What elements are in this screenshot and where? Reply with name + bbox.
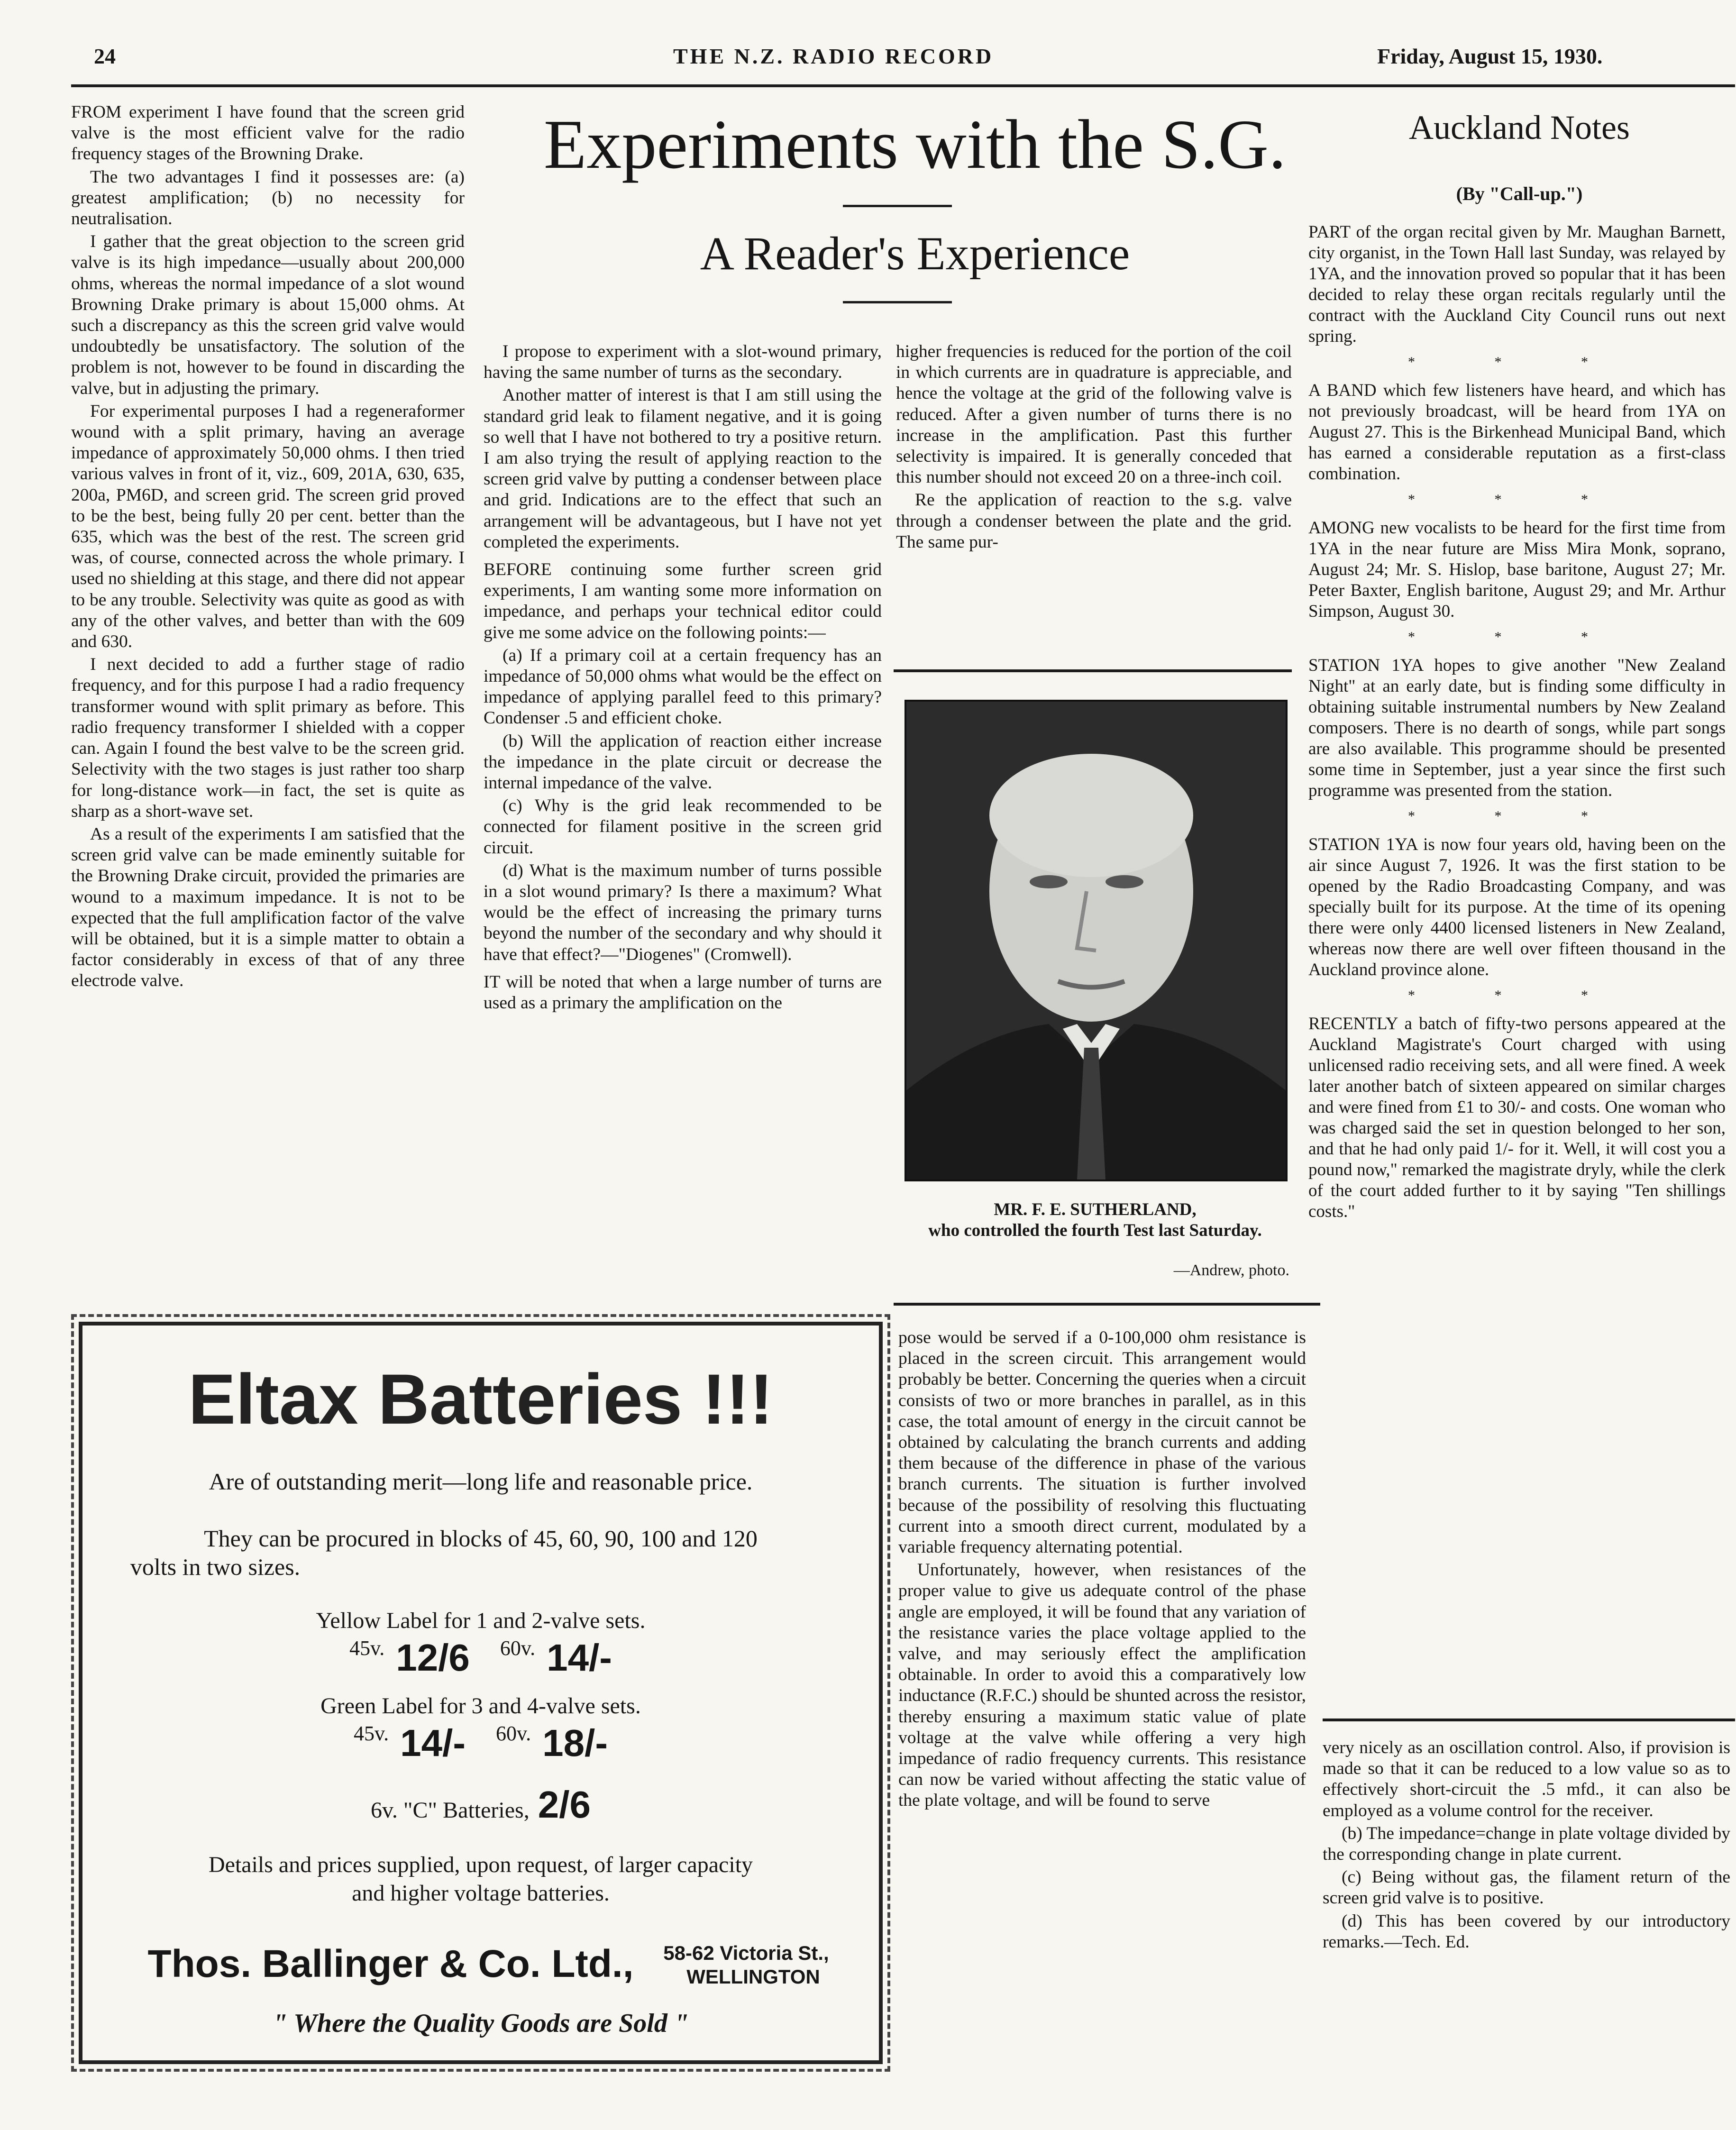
note-para: A BAND which few listeners have heard, and which has not previously broadcast, will be heard from 1YA on August 27. This is the Birkenhead Municipal Band, which has earned a considerable reputation as a first-class combination. [1308,381,1726,484]
article-col-3-bottom [898,1327,1306,1813]
article-para: (c) Why is the grid leak recommended to be connected for filament positive in the screen grid circuit. [484,796,882,858]
article-para: (b) The impedance=change in plate voltage divided by the corresponding change in plate current. [1323,1823,1730,1865]
article-para: (a) If a primary coil at a certain frequency has an impedance of 50,000 ohms what would be the effect on impedance of applying parallel feed to this primary? Condenser .5 and efficient choke. [484,645,882,728]
ad-y45-volt: 45v. [349,1636,385,1660]
ad-c-batteries [82,1783,879,1827]
issue-date: Friday, August 15, 1930. [1377,44,1603,68]
ad-line-merit: Are of outstanding merit—long life and reasonable price. [209,1468,753,1495]
article-para: Re the application of reaction to the s.g. valve through a condenser between the plate and the grid. The same pur- [896,490,1292,552]
ad-address-1: 58-62 Victoria St., [663,1942,829,1964]
article-para: (d) What is the maximum number of turns possible in a slot wound primary? Is there a maximum? What would be the effect of increasing the primary turns beyond the number of the secondary and why should it have that effect?—"Diogenes" (Cromwell). [484,860,882,964]
ad-y45-price: 12/6 [396,1636,470,1679]
note-para: PART of the organ recital given by Mr. Maughan Barnett, city organist, in the Town Hall last Sunday, was relayed by 1YA, and the innovation proved so popular that it has been decided to relay these organ recitals regularly until the contract with the Auckland City Council runs out next spring. [1308,222,1726,346]
article-para: For experimental purposes I had a regeneraformer wound with a split primary, having an average impedance of approximately 50,000 ohms. I then tried various valves in front of it, viz., 609, 201A, 630, 635, 200a, PM6D, and screen grid. The screen grid proved to be the best, being fully 20 per cent. better than the 635, which was the best of the rest. The screen grid was, of course, connected across the whole primary. I used no shielding at this stage, and there did not appear to be any trouble. Selectivity was quite as good as with any of the other valves, and better than with the 609 and 630. [71,401,465,652]
ad-green-prices [82,1721,879,1765]
eltax-advertisement [79,1322,883,2064]
title-rule-1 [843,205,952,207]
photo-rule-bottom [894,1303,1320,1306]
article-para: (c) Being without gas, the filament return of the screen grid valve is to positive. [1323,1867,1730,1908]
note-para: AMONG new vocalists to be heard for the first time from 1YA in the near future are Miss Mira Monk, soprano, August 24; Mr. S. Hislop, base baritone, August 27; Mr. Peter Baxter, English baritone, August 29; and Mr. Arthur Simpson, August 30. [1308,518,1726,621]
separator-stars: * * * [1408,354,1626,370]
ad-c-label: 6v. "C" Batteries, [371,1798,530,1823]
ad-details-1: Details and prices supplied, upon request, of larger capacity [208,1852,753,1877]
article-para: The two advantages I find it possesses are: (a) greatest amplification; (b) no necessity for neutralisation. [71,167,465,229]
article-col-3-top [896,341,1292,555]
ad-g60-price: 18/- [542,1722,608,1764]
portrait-photo [905,700,1288,1181]
masthead-rule [71,84,1735,87]
article-title: Experiments with the S.G. [543,106,1287,183]
article-para: I propose to experiment with a slot-wound primary, having the same number of turns as the secondary. [484,342,882,383]
col4-rule [1323,1719,1735,1721]
ad-green-label: Green Label for 3 and 4-valve sets. [320,1693,641,1719]
article-subtitle: A Reader's Experience [700,227,1130,280]
title-rule-2 [843,301,952,303]
article-col-2 [484,341,882,1015]
ad-yellow-prices [82,1636,879,1680]
article-para: (d) This has been covered by our introductory remarks.—Tech. Ed. [1323,1911,1730,1952]
article-para: higher frequencies is reduced for the portion of the coil in which currents are in quadrature is appreciable, and hence the voltage at the grid of the following valve is reduced. After a given number of turns there is no increase in the amplification. Past this further selectivity is impaired. It is generally conceded that this number should not exceed 20 on a three-inch coil. [896,342,1292,487]
photo-rule-top [894,669,1292,672]
ad-yellow-label: Yellow Label for 1 and 2-valve sets. [316,1608,646,1633]
article-para: FROM experiment I have found that the screen grid valve is the most efficient valve for the radio frequency stages of the Browning Drake. [71,102,465,164]
note-para: STATION 1YA hopes to give another "New Zealand Night" at an early date, but is finding some difficulty in obtaining suitable instrumental numbers by New Zealand composers. There is no dearth of songs, while part songs are also available. This programme should be presented some time in September, just a year since the first such programme was presented from the station. [1308,656,1726,800]
ad-company: Thos. Ballinger & Co. Ltd., [147,1942,634,1985]
article-col-1 [71,102,465,994]
separator-stars: * * * [1408,492,1626,507]
ad-g45-volt: 45v. [353,1722,389,1745]
article-para: pose would be served if a 0-100,000 ohm resistance is placed in the screen circuit. This arrangement would probably be better. Concerning the queries when a circuit consists of two or more branches in parallel, as in this case, the total amount of energy in the circuit cannot be obtained by calculating the branch currents and adding them because of the difference in phase of the various branch currents. The situation is further involved because of the possibility of resolving this fluctuating current into a smooth direct current, modulated by a variable frequency alternating potential. [898,1328,1306,1557]
note-para: RECENTLY a batch of fifty-two persons appeared at the Auckland Magistrate's Court charged with using unlicensed radio receiving sets, and all were fined. A week later another batch of sixteen appeared on similar charges and were fined from £1 to 30/- and costs. One woman who was charged said the set in question belonged to her son, and that he had only paid 1/- for it. Well, it will cost you a pound now," remarked the magistrate dryly, while the clerk of the court added further to it by saying "Ten shillings costs." [1308,1014,1726,1221]
photo-caption-text: who controlled the fourth Test last Saturday. [928,1221,1262,1240]
separator-stars: * * * [1408,987,1626,1003]
ad-line-sizes: volts in two sizes. [130,1554,301,1580]
masthead: THE N.Z. RADIO RECORD [673,44,994,68]
article-para: (b) Will the application of reaction either increase the impedance in the plate circuit or decrease the internal impedance of the valve. [484,731,882,793]
ad-g45-price: 14/- [400,1722,466,1764]
article-para: Unfortunately, however, when resistances of the proper value to give us adequate control of the phase angle are employed, it will be found that any variation of the resistance varies the place voltage applied to the valve, and may seriously effect the amplification obtainable. In order to avoid this a comparatively low inductance (R.F.C.) should be shunted across the resistor, thereby ensuring a maximum static value of plate voltage at the valve while offering a very high impedance of radio frequency currents. This resistance can now be varied without affecting the static value of the plate voltage, and will be found to serve [898,1560,1306,1810]
portrait-illustration [906,702,1286,1179]
ad-title: Eltax Batteries !!! [188,1359,773,1439]
article-para: Another matter of interest is that I am still using the standard grid leak to filament negative, and it is going so well that I have not bothered to try a positive return. I am also trying the result of applying reaction to the screen grid valve by putting a condenser between place and grid. Indications are to the effect that such an arrangement will be advantageous, but I have not yet completed the experiments. [484,385,882,552]
ad-slogan: " Where the Quality Goods are Sold " [273,2009,689,2038]
photo-credit: —Andrew, photo. [1173,1262,1289,1279]
ad-g60-volt: 60v. [496,1722,531,1745]
photo-caption-name: MR. F. E. SUTHERLAND, [994,1200,1197,1219]
article-para: I gather that the great objection to the screen grid valve is its high impedance—usually about 200,000 ohms, whereas the normal impedance of a slot wound Browning Drake primary is about 15,000 ohms. At such a discrepancy as this the screen grid valve would undoubtedly be unsatisfactory. The solution of the problem is not, however to be found in discarding the valve, but in adjusting the primary. [71,232,465,398]
auckland-title: Auckland Notes [1409,109,1630,146]
ad-y60-price: 14/- [547,1636,612,1679]
article-col-4-bottom [1323,1737,1730,1955]
separator-stars: * * * [1408,808,1626,824]
separator-stars: * * * [1408,629,1626,645]
article-para: I next decided to add a further stage of radio frequency, and for this purpose I had a radio frequency transformer wound with split primary as before. This radio frequency transformer I shielded with a copper can. Again I found the best valve to be the screen grid. Selectivity with the two stages is just rather too sharp for long-distance work—in fact, the set is quite as sharp as a short-wave set. [71,655,465,821]
ad-c-price: 2/6 [538,1783,591,1826]
ad-y60-volt: 60v. [500,1636,536,1660]
ad-line-blocks: They can be procured in blocks of 45, 60, 90, 100 and 120 [204,1525,758,1552]
article-para: IT will be noted that when a large number of turns are used as a primary the amplification on the [484,972,882,1013]
ad-address-2: WELLINGTON [686,1965,820,1988]
article-para: BEFORE continuing some further screen grid experiments, I am wanting some more information on impedance, and perhaps your technical editor could give me some advice on the following points:— [484,560,882,642]
article-para: very nicely as an oscillation control. Also, if provision is made so that it can be reduced to a low value so as to effectively short-circuit the .5 mfd., it can also be employed as a volume control for the receiver. [1323,1738,1730,1820]
auckland-notes [1308,222,1726,1224]
article-para: As a result of the experiments I am satisfied that the screen grid valve can be made eminently suitable for the Browning Drake circuit, provided the primaries are wound to a maximum impedance. It is not to be expected that the full amplification factor of the valve will be obtained, but it is a simple matter to obtain a factor considerably in excess of that of any three electrode valve. [71,824,465,991]
page-number: 24 [94,44,116,68]
auckland-byline: (By "Call-up.") [1456,183,1583,204]
note-para: STATION 1YA is now four years old, having been on the air since August 7, 1926. It was the first station to be opened by the Radio Broadcasting Company, and was specially built for its purpose. At the time of its opening there were only 4400 licensed listeners in New Zealand, whereas now there are well over fifteen thousand in the Auckland province alone. [1308,835,1726,979]
ad-details-2: and higher voltage batteries. [352,1881,610,1906]
